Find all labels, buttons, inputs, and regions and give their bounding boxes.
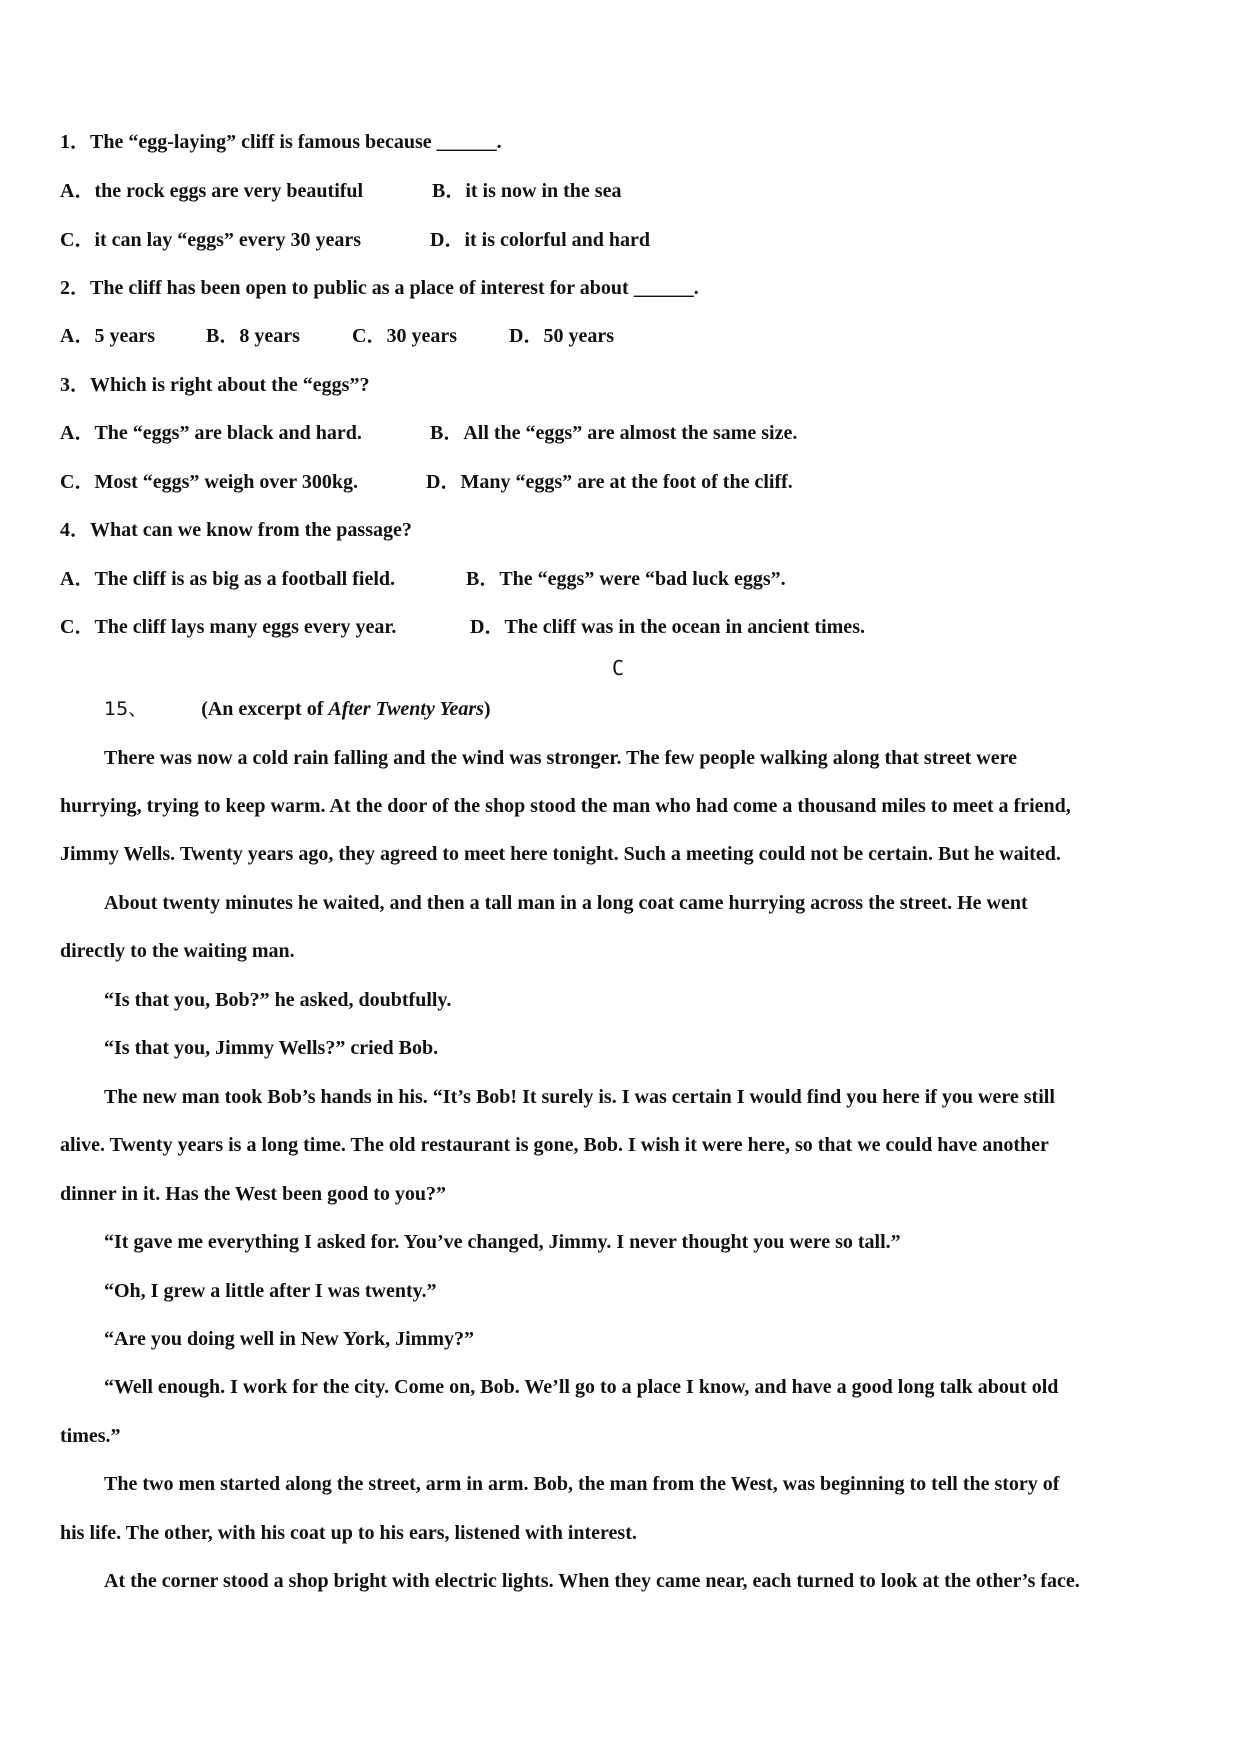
passage-line: dinner in it. Has the West been good to you?”	[60, 1183, 446, 1205]
passage-line: “Well enough. I work for the city. Come on, Bob. We’ll go to a place I know, and have a good long talk about old	[104, 1376, 1059, 1398]
question-2-stem: 2．The cliff has been open to public as a place of interest for about ______.	[60, 277, 699, 299]
question-2-option-c: C．30 years	[352, 325, 457, 347]
question-1-option-d: D．it is colorful and hard	[430, 229, 651, 251]
question-2-option-d: D．50 years	[509, 325, 614, 347]
question-3-option-a: A．The “eggs” are black and hard.	[60, 422, 362, 444]
passage-line: “Oh, I grew a little after I was twenty.”	[104, 1280, 437, 1302]
passage-title: After Twenty Years	[328, 698, 484, 720]
passage-line: “Is that you, Jimmy Wells?” cried Bob.	[104, 1037, 439, 1059]
section-letter: C	[612, 656, 625, 680]
question-3-stem: 3．Which is right about the “eggs”?	[60, 374, 370, 396]
question-3-option-b: B．All the “eggs” are almost the same size.	[430, 422, 798, 444]
passage-line: “Is that you, Bob?” he asked, doubtfully.	[104, 989, 452, 1011]
question-4-stem: 4．What can we know from the passage?	[60, 519, 412, 541]
question-1-option-c: C．it can lay “eggs” every 30 years	[60, 229, 362, 251]
question-2-option-a: A．5 years	[60, 325, 155, 347]
passage-number: 15、	[104, 698, 148, 720]
passage-line: “Are you doing well in New York, Jimmy?”	[104, 1328, 474, 1350]
passage-line: About twenty minutes he waited, and then a tall man in a long coat came hurrying across the street. He went	[104, 892, 1028, 914]
question-3-option-c: C．Most “eggs” weigh over 300kg.	[60, 471, 358, 493]
question-4-option-a: A．The cliff is as big as a football field.	[60, 568, 396, 590]
question-3-option-d: D．Many “eggs” are at the foot of the cliff.	[426, 471, 793, 493]
question-4-option-c: C．The cliff lays many eggs every year.	[60, 616, 397, 638]
passage-line: hurrying, trying to keep warm. At the door of the shop stood the man who had come a thousand miles to meet a friend,	[60, 795, 1071, 817]
passage-line: Jimmy Wells. Twenty years ago, they agreed to meet here tonight. Such a meeting could not be certain. But he waited.	[60, 843, 1061, 865]
question-4-option-d: D．The cliff was in the ocean in ancient times.	[470, 616, 865, 638]
passage-line: There was now a cold rain falling and the wind was stronger. The few people walking along that street were	[104, 747, 1017, 769]
passage-title-prefix: (An excerpt of	[201, 698, 329, 720]
passage-line: The two men started along the street, arm in arm. Bob, the man from the West, was beginning to tell the story of	[104, 1473, 1060, 1495]
passage-line: At the corner stood a shop bright with electric lights. When they came near, each turned to look at the other’s face.	[104, 1570, 1080, 1592]
passage-title-suffix: )	[483, 698, 491, 720]
passage-line: alive. Twenty years is a long time. The old restaurant is gone, Bob. I wish it were here, so that we could have another	[60, 1134, 1049, 1156]
question-1-option-a: A．the rock eggs are very beautiful	[60, 180, 364, 202]
passage-line: directly to the waiting man.	[60, 940, 295, 962]
passage-line: “It gave me everything I asked for. You’ve changed, Jimmy. I never thought you were so tall.”	[104, 1231, 901, 1253]
question-1-option-b: B．it is now in the sea	[432, 180, 622, 202]
passage-heading	[104, 697, 491, 721]
passage-line: The new man took Bob’s hands in his. “It’s Bob! It surely is. I was certain I would find you here if you were still	[104, 1086, 1055, 1108]
passage-line: times.”	[60, 1425, 121, 1447]
question-1-stem: 1．The “egg-laying” cliff is famous because ______.	[60, 131, 502, 153]
passage-line: his life. The other, with his coat up to his ears, listened with interest.	[60, 1522, 637, 1544]
question-4-option-b: B．The “eggs” were “bad luck eggs”.	[466, 568, 786, 590]
question-2-option-b: B．8 years	[206, 325, 300, 347]
